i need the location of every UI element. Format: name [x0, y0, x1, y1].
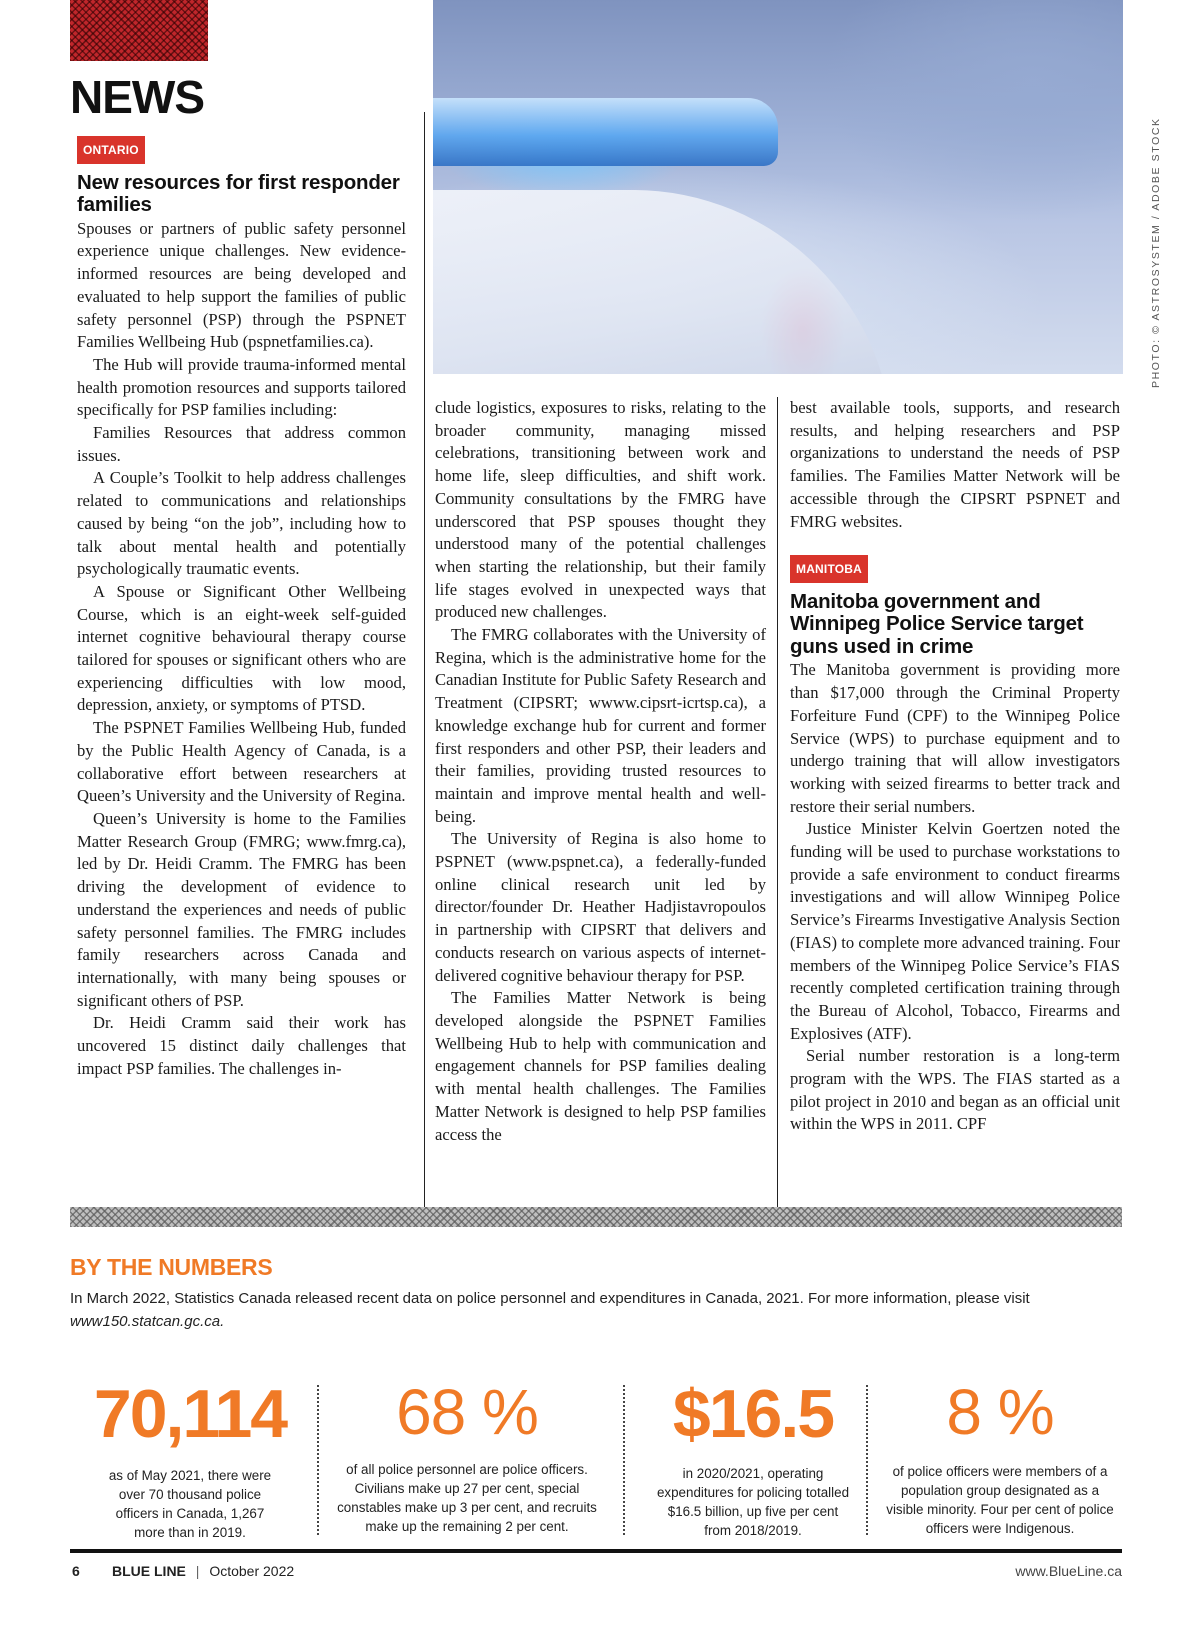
article1-paragraph: Queen’s University is home to the Families Matter Research Group (FMRG; www.fmrg.ca), led by Dr. Heidi Cramm. The FMRG has been driving the development of evidence to understand the experiences and needs of public safety personnel families. The FMRG includes family researchers across Canada and internationally, with many being spouses or significant others of PSP.	[77, 808, 406, 1010]
region-tag-ontario: ONTARIO	[77, 136, 145, 164]
region-tag-manitoba: MANITOBA	[790, 555, 868, 583]
article2-paragraph: Serial number restoration is a long-term program with the WPS. The FIAS started as a pilot project in 2010 and began as an official unit within the WPS in 2011. CPF	[790, 1046, 1120, 1134]
intro-text: In March 2022, Statistics Canada released recent data on police personnel and expenditures in Canada, 2021. For more information, please visit	[70, 1290, 1030, 1307]
police-lightbar	[433, 98, 778, 166]
article1-paragraph: Spouses or partners of public safety personnel experience unique challenges. New evidence-informed resources are being developed and evaluated to help support the families of public safety personnel (PSP) through the PSPNET Families Wellbeing Hub (pspnetfamilies.ca).	[77, 218, 406, 352]
article1-paragraph: The University of Regina is also home to PSPNET (www.pspnet.ca), a federally-funded online clinical research unit led by director/founder Dr. Heather Hadjistavropoulos in partnership with CIPSRT that delivers and conducts research on various aspects of internet-delivered cognitive behaviour therapy for PSP.	[435, 829, 766, 985]
article2-paragraph: The Manitoba government is providing more than $17,000 through the Criminal Property Forfeiture Fund (CPF) to the Winnipeg Police Service (WPS) to purchase equipment and to undergo training that will allow investigators working with seized firearms to better track and restore their serial numbers.	[790, 660, 1120, 816]
by-the-numbers-intro	[70, 1287, 1122, 1333]
section-hatch-decoration	[70, 0, 208, 61]
stat-description: in 2020/2021, operating expenditures for policing totalled $16.5 billion, up five per cent from 2018/2019.	[656, 1466, 850, 1538]
stat-description: of all police personnel are police officers. Civilians make up 27 per cent, special constables make up 3 per cent, and recruits make up the remaining 2 per cent.	[337, 1462, 597, 1534]
car-roof	[433, 190, 893, 374]
footer-separator: |	[195, 1563, 200, 1579]
stat-value: 8 %	[946, 1376, 1054, 1448]
stat-expenditures	[638, 1376, 868, 1540]
column-divider	[777, 397, 778, 1217]
article2-headline: Manitoba government and Winnipeg Police Service target guns used in crime	[790, 589, 1084, 658]
stat-value: 70,114	[93, 1376, 287, 1452]
statcan-link[interactable]: www150.statcan.gc.ca.	[70, 1313, 225, 1330]
stat-officers-count	[80, 1376, 300, 1542]
footer-rule	[70, 1549, 1122, 1553]
article1-paragraph: A Spouse or Significant Other Wellbeing Course, which is an eight-week self-guided internet cognitive behavioural therapy course tailored for spouses or significant others who are experiencing difficulties with low mood, depression, anxiety, or symptoms of PTSD.	[77, 581, 406, 715]
by-the-numbers-title: BY THE NUMBERS	[70, 1254, 273, 1280]
article1-paragraph: Families Resources that address common issues.	[77, 423, 406, 465]
footer-masthead	[112, 1563, 294, 1579]
photo-credit: PHOTO: © ASTROSYSTEM / ADOBE STOCK	[1150, 117, 1162, 388]
section-title: NEWS	[70, 71, 204, 123]
stat-value: 68 %	[396, 1376, 538, 1448]
police-car-photo	[433, 0, 1123, 374]
stat-divider	[623, 1385, 625, 1535]
column-divider	[424, 112, 425, 1217]
article1-paragraph: The FMRG collaborates with the University of Regina, which is the administrative home for the Canadian Institute for Public Safety Research and Treatment (CIPSRT; wwww.cipsrt-icrtsp.ca), a knowledge exchange hub for current and former first responders and other PSP, their leaders and their families, providing trusted resources to maintain and improve mental health and well-being.	[435, 625, 766, 826]
article2-paragraph: Justice Minister Kelvin Goertzen noted the funding will be used to purchase workstations to provide a safe environment to conduct firearms investigations and will allow Winnipeg Police Service’s Firearms Investigative Analysis Section (FIAS) to complete more advanced training. Four members of the Winnipeg Police Service’s FIAS recently completed certification training through the Bureau of Alcohol, Tobacco, Firearms and Explosives (ATF).	[790, 819, 1120, 1043]
stat-description: as of May 2021, there were over 70 thousand police officers in Canada, 1,267 more than in 2019.	[108, 1468, 272, 1540]
stat-divider	[317, 1385, 319, 1535]
article1-paragraph: clude logistics, exposures to risks, relating to the broader community, managing missed celebrations, transitioning between work and home life, sleep difficulties, and shift work. Community consultations by the FMRG have underscored that PSP spouses thought they understood many of the potential challenges when starting the relationship, but their family life stages evolved in unexpected ways that produced new challenges.	[435, 398, 766, 622]
article1-headline: New resources for first responder families	[77, 170, 400, 217]
stat-officer-share	[332, 1376, 602, 1536]
article1-paragraph: Dr. Heidi Cramm said their work has uncovered 15 distinct daily challenges that impact PSP families. The challenges in-	[77, 1013, 406, 1078]
article1-paragraph: The PSPNET Families Wellbeing Hub, funded by the Public Health Agency of Canada, is a collaborative effort between researchers at Queen’s University and the University of Regina.	[77, 718, 406, 806]
magazine-name: BLUE LINE	[112, 1563, 186, 1579]
stat-divider	[866, 1385, 868, 1535]
website-url[interactable]: www.BlueLine.ca	[1015, 1563, 1122, 1579]
article1-paragraph: best available tools, supports, and research results, and helping researchers and PSP organizations to understand the needs of PSP families. The Families Matter Network will be accessible through the CIPSRT PSPNET and FMRG websites.	[790, 398, 1120, 531]
stat-description: of police officers were members of a population group designated as a visible minority. Four per cent of police officers were Indigenous.	[886, 1464, 1114, 1536]
article1-paragraph: The Hub will provide trauma-informed mental health promotion resources and supports tailored specifically for PSP families including:	[77, 354, 406, 420]
article1-paragraph: A Couple’s Toolkit to help address challenges related to communications and relationships caused by being “on the job”, including how to talk about mental health and potentially psychologically traumatic events.	[77, 468, 406, 579]
section-divider-hatch	[70, 1207, 1122, 1227]
article1-column-1	[77, 136, 406, 1080]
stat-visible-minority	[880, 1376, 1120, 1538]
article1-column-2	[435, 397, 766, 1146]
page-number: 6	[72, 1563, 80, 1579]
stat-value: $16.5	[672, 1376, 834, 1452]
article-column-3	[790, 397, 1120, 1136]
article1-paragraph: The Families Matter Network is being developed alongside the PSPNET Families Wellbeing Hub to help with communication and engagement channels for PSP families dealing with mental health challenges. The Families Matter Network is designed to help PSP families access the	[435, 988, 766, 1144]
issue-date: October 2022	[209, 1563, 295, 1579]
